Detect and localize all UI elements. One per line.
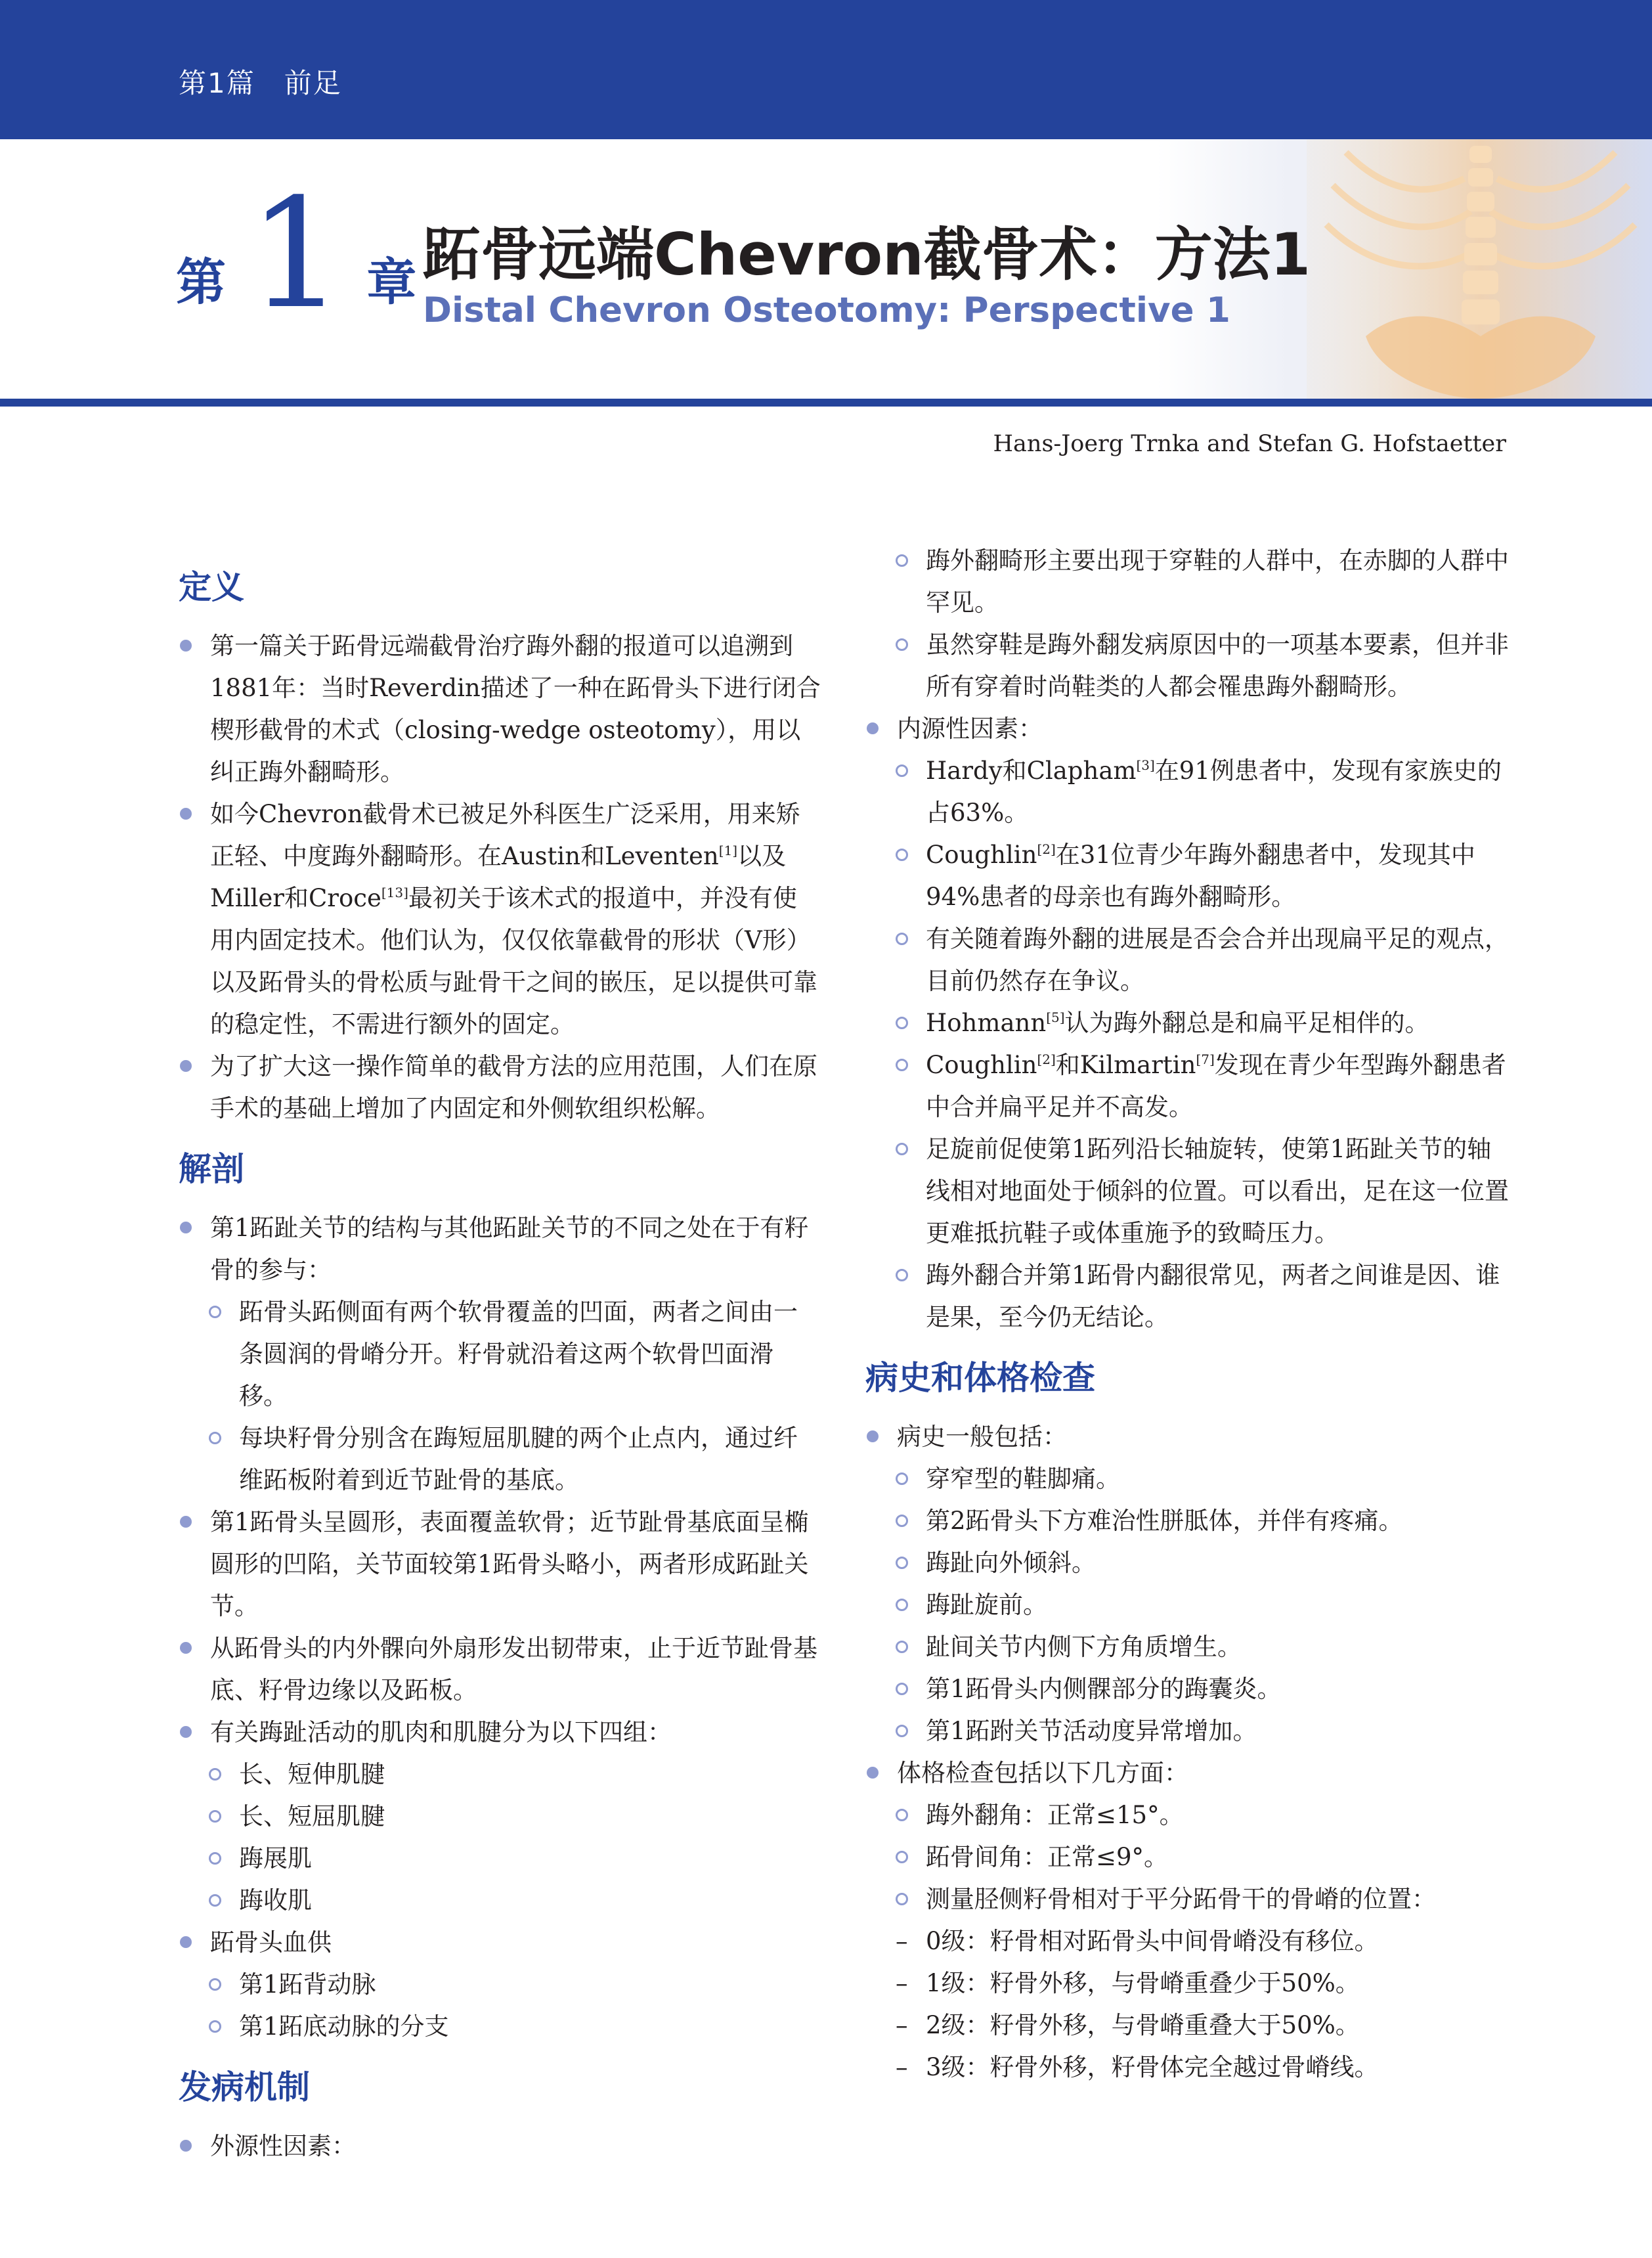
list-item bbox=[179, 793, 821, 1046]
grade-item: – 3级：籽骨外移，籽骨体完全越过骨嵴线。 bbox=[865, 2047, 1509, 2089]
text-run: Coughlin bbox=[926, 841, 1037, 869]
sub-list-item: 每块籽骨分别含在踇短屈肌腱的两个止点内，通过纤维跖板附着到近节趾骨的基底。 bbox=[179, 1417, 821, 1501]
grade-item: – 1级：籽骨外移，与骨嵴重叠少于50%。 bbox=[865, 1962, 1509, 2004]
left-column bbox=[179, 539, 821, 2167]
sub-list-item bbox=[865, 750, 1509, 834]
sub-list-item: 踇外翻合并第1跖骨内翻很常见，两者之间谁是因、谁是果，至今仍无结论。 bbox=[865, 1254, 1509, 1339]
part-title: 第1篇 前足 bbox=[179, 67, 342, 99]
sub-list-item: 足旋前促使第1跖列沿长轴旋转，使第1跖趾关节的轴线相对地面处于倾斜的位置。可以看出，足在这一位置更难抵抗鞋子或体重施予的致畸压力。 bbox=[865, 1128, 1509, 1254]
list-item: 体格检查包括以下几方面： bbox=[865, 1752, 1509, 1794]
sub-list-item: 第1跖骨头内侧髁部分的踇囊炎。 bbox=[865, 1668, 1509, 1710]
sub-list-item: 穿窄型的鞋脚痛。 bbox=[865, 1458, 1509, 1500]
citation-link[interactable]: [2] bbox=[1037, 1052, 1056, 1067]
section-heading-history-exam: 病史和体格检查 bbox=[865, 1359, 1095, 1397]
citation-link[interactable]: [7] bbox=[1196, 1052, 1215, 1067]
text-run: 以及Miller和Croce bbox=[210, 842, 787, 912]
sub-list-item: 有关随着踇外翻的进展是否会合并出现扁平足的观点，目前仍然存在争议。 bbox=[865, 918, 1509, 1002]
sub-list-item: 长、短屈肌腱 bbox=[179, 1796, 821, 1838]
authors: Hans-Joerg Trnka and Stefan G. Hofstaetter bbox=[993, 431, 1506, 457]
chapter-number-mark bbox=[176, 167, 417, 342]
sub-list-item: 第1跖跗关节活动度异常增加。 bbox=[865, 1710, 1509, 1752]
definition-list bbox=[179, 625, 821, 1130]
list-item: 第一篇关于跖骨远端截骨治疗踇外翻的报道可以追溯到1881年：当时Reverdin描述了一种在跖骨头下进行闭合楔形截骨的术式（closing-wedge osteotomy），用以纠正踇外翻畸形。 bbox=[179, 625, 821, 793]
chapter-number: 1 bbox=[248, 167, 345, 342]
sub-list-item: 踇展肌 bbox=[179, 1838, 821, 1880]
list-item: 从跖骨头的内外髁向外扇形发出韧带束，止于近节趾骨基底、籽骨边缘以及跖板。 bbox=[179, 1627, 821, 1712]
list-item: 有关踇趾活动的肌肉和肌腱分为以下四组： bbox=[179, 1712, 821, 1754]
sub-list-item bbox=[865, 1002, 1509, 1044]
sub-list-item: 测量胫侧籽骨相对于平分跖骨干的骨嵴的位置： bbox=[865, 1878, 1509, 1920]
chapter-suffix: 章 bbox=[366, 252, 417, 311]
sub-list-item: 踇外翻角：正常≤15°。 bbox=[865, 1794, 1509, 1836]
sub-list-item bbox=[865, 1044, 1509, 1128]
sub-list-item: 踇外翻畸形主要出现于穿鞋的人群中，在赤脚的人群中罕见。 bbox=[865, 540, 1509, 624]
chapter-title-zh: 跖骨远端Chevron截骨术：方法1 bbox=[423, 221, 1311, 288]
sub-list-item: 跖骨头跖侧面有两个软骨覆盖的凹面，两者之间由一条圆润的骨嵴分开。籽骨就沿着这两个软骨凹面滑移。 bbox=[179, 1291, 821, 1417]
sub-list-item: 踇趾向外倾斜。 bbox=[865, 1542, 1509, 1584]
list-item: 外源性因素： bbox=[179, 2125, 821, 2167]
citation-link[interactable]: [2] bbox=[1037, 841, 1056, 857]
sub-list-item: 踇趾旋前。 bbox=[865, 1584, 1509, 1626]
text-run: 在31位青少年踇外翻患者中，发现其中94%患者的母亲也有踇外翻畸形。 bbox=[926, 841, 1475, 911]
text-run: Hardy和Clapham bbox=[926, 757, 1137, 785]
list-item: 内源性因素： bbox=[865, 708, 1509, 750]
pathogenesis-list-continued bbox=[865, 540, 1509, 1339]
section-heading-pathogenesis: 发病机制 bbox=[179, 2068, 310, 2106]
history-exam-list bbox=[865, 1416, 1509, 2089]
list-item: 第1跖趾关节的结构与其他跖趾关节的不同之处在于有籽骨的参与： bbox=[179, 1207, 821, 1291]
sub-list-item: 第1跖底动脉的分支 bbox=[179, 2006, 821, 2048]
text-run: 认为踇外翻总是和扁平足相伴的。 bbox=[1064, 1009, 1429, 1037]
list-item: 第1跖骨头呈圆形，表面覆盖软骨；近节趾骨基底面呈椭圆形的凹陷，关节面较第1跖骨头略小，两者形成跖趾关节。 bbox=[179, 1501, 821, 1627]
sub-list-item: 跖骨间角：正常≤9°。 bbox=[865, 1836, 1509, 1878]
sub-list-item: 第2跖骨头下方难治性胼胝体，并伴有疼痛。 bbox=[865, 1500, 1509, 1542]
skeleton-illustration bbox=[1307, 139, 1652, 399]
text-run: Coughlin bbox=[926, 1051, 1037, 1079]
text-run: 和Kilmartin bbox=[1055, 1051, 1196, 1079]
list-item: 病史一般包括： bbox=[865, 1416, 1509, 1458]
chapter-title-en: Distal Chevron Osteotomy: Perspective 1 bbox=[423, 290, 1230, 330]
anatomy-list bbox=[179, 1207, 821, 2048]
sub-list-item: 长、短伸肌腱 bbox=[179, 1754, 821, 1796]
right-column bbox=[865, 540, 1509, 2089]
sub-list-item: 虽然穿鞋是踇外翻发病原因中的一项基本要素，但并非所有穿着时尚鞋类的人都会罹患踇外翻畸形。 bbox=[865, 624, 1509, 708]
sub-list-item: 第1跖背动脉 bbox=[179, 1964, 821, 2006]
text-run: Hohmann bbox=[926, 1009, 1047, 1037]
section-heading-definition: 定义 bbox=[179, 568, 244, 606]
list-item: 为了扩大这一操作简单的截骨方法的应用范围，人们在原手术的基础上增加了内固定和外侧软组织松解。 bbox=[179, 1046, 821, 1130]
grade-item: – 0级：籽骨相对跖骨头中间骨嵴没有移位。 bbox=[865, 1920, 1509, 1962]
sub-list-item: 趾间关节内侧下方角质增生。 bbox=[865, 1626, 1509, 1668]
citation-link[interactable]: [5] bbox=[1046, 1009, 1065, 1025]
sub-list-item bbox=[865, 834, 1509, 918]
text-run: 在91例患者中，发现有家族史的占63%。 bbox=[926, 757, 1502, 827]
pathogenesis-list bbox=[179, 2125, 821, 2167]
header-rule bbox=[0, 399, 1652, 407]
grade-item: – 2级：籽骨外移，与骨嵴重叠大于50%。 bbox=[865, 2004, 1509, 2047]
section-heading-anatomy: 解剖 bbox=[179, 1150, 244, 1188]
list-item: 跖骨头血供 bbox=[179, 1922, 821, 1964]
text-run: 最初关于该术式的报道中，并没有使用内固定技术。他们认为，仅仅依靠截骨的形状（V形）以及跖骨头的骨松质与趾骨干之间的嵌压，足以提供可靠的稳定性，不需进行额外的固定。 bbox=[210, 884, 817, 1038]
citation-link[interactable]: [1] bbox=[718, 843, 738, 858]
citation-link[interactable]: [13] bbox=[381, 885, 408, 900]
text-run: 发现在青少年型踇外翻患者中合并扁平足并不高发。 bbox=[926, 1051, 1506, 1121]
citation-link[interactable]: [3] bbox=[1136, 757, 1155, 773]
header-band bbox=[0, 0, 1652, 139]
sub-list-item: 踇收肌 bbox=[179, 1880, 821, 1922]
text-run: 如今Chevron截骨术已被足外科医生广泛采用，用来矫正轻、中度踇外翻畸形。在Austin和Leventen bbox=[210, 800, 800, 870]
chapter-prefix: 第 bbox=[176, 252, 226, 311]
